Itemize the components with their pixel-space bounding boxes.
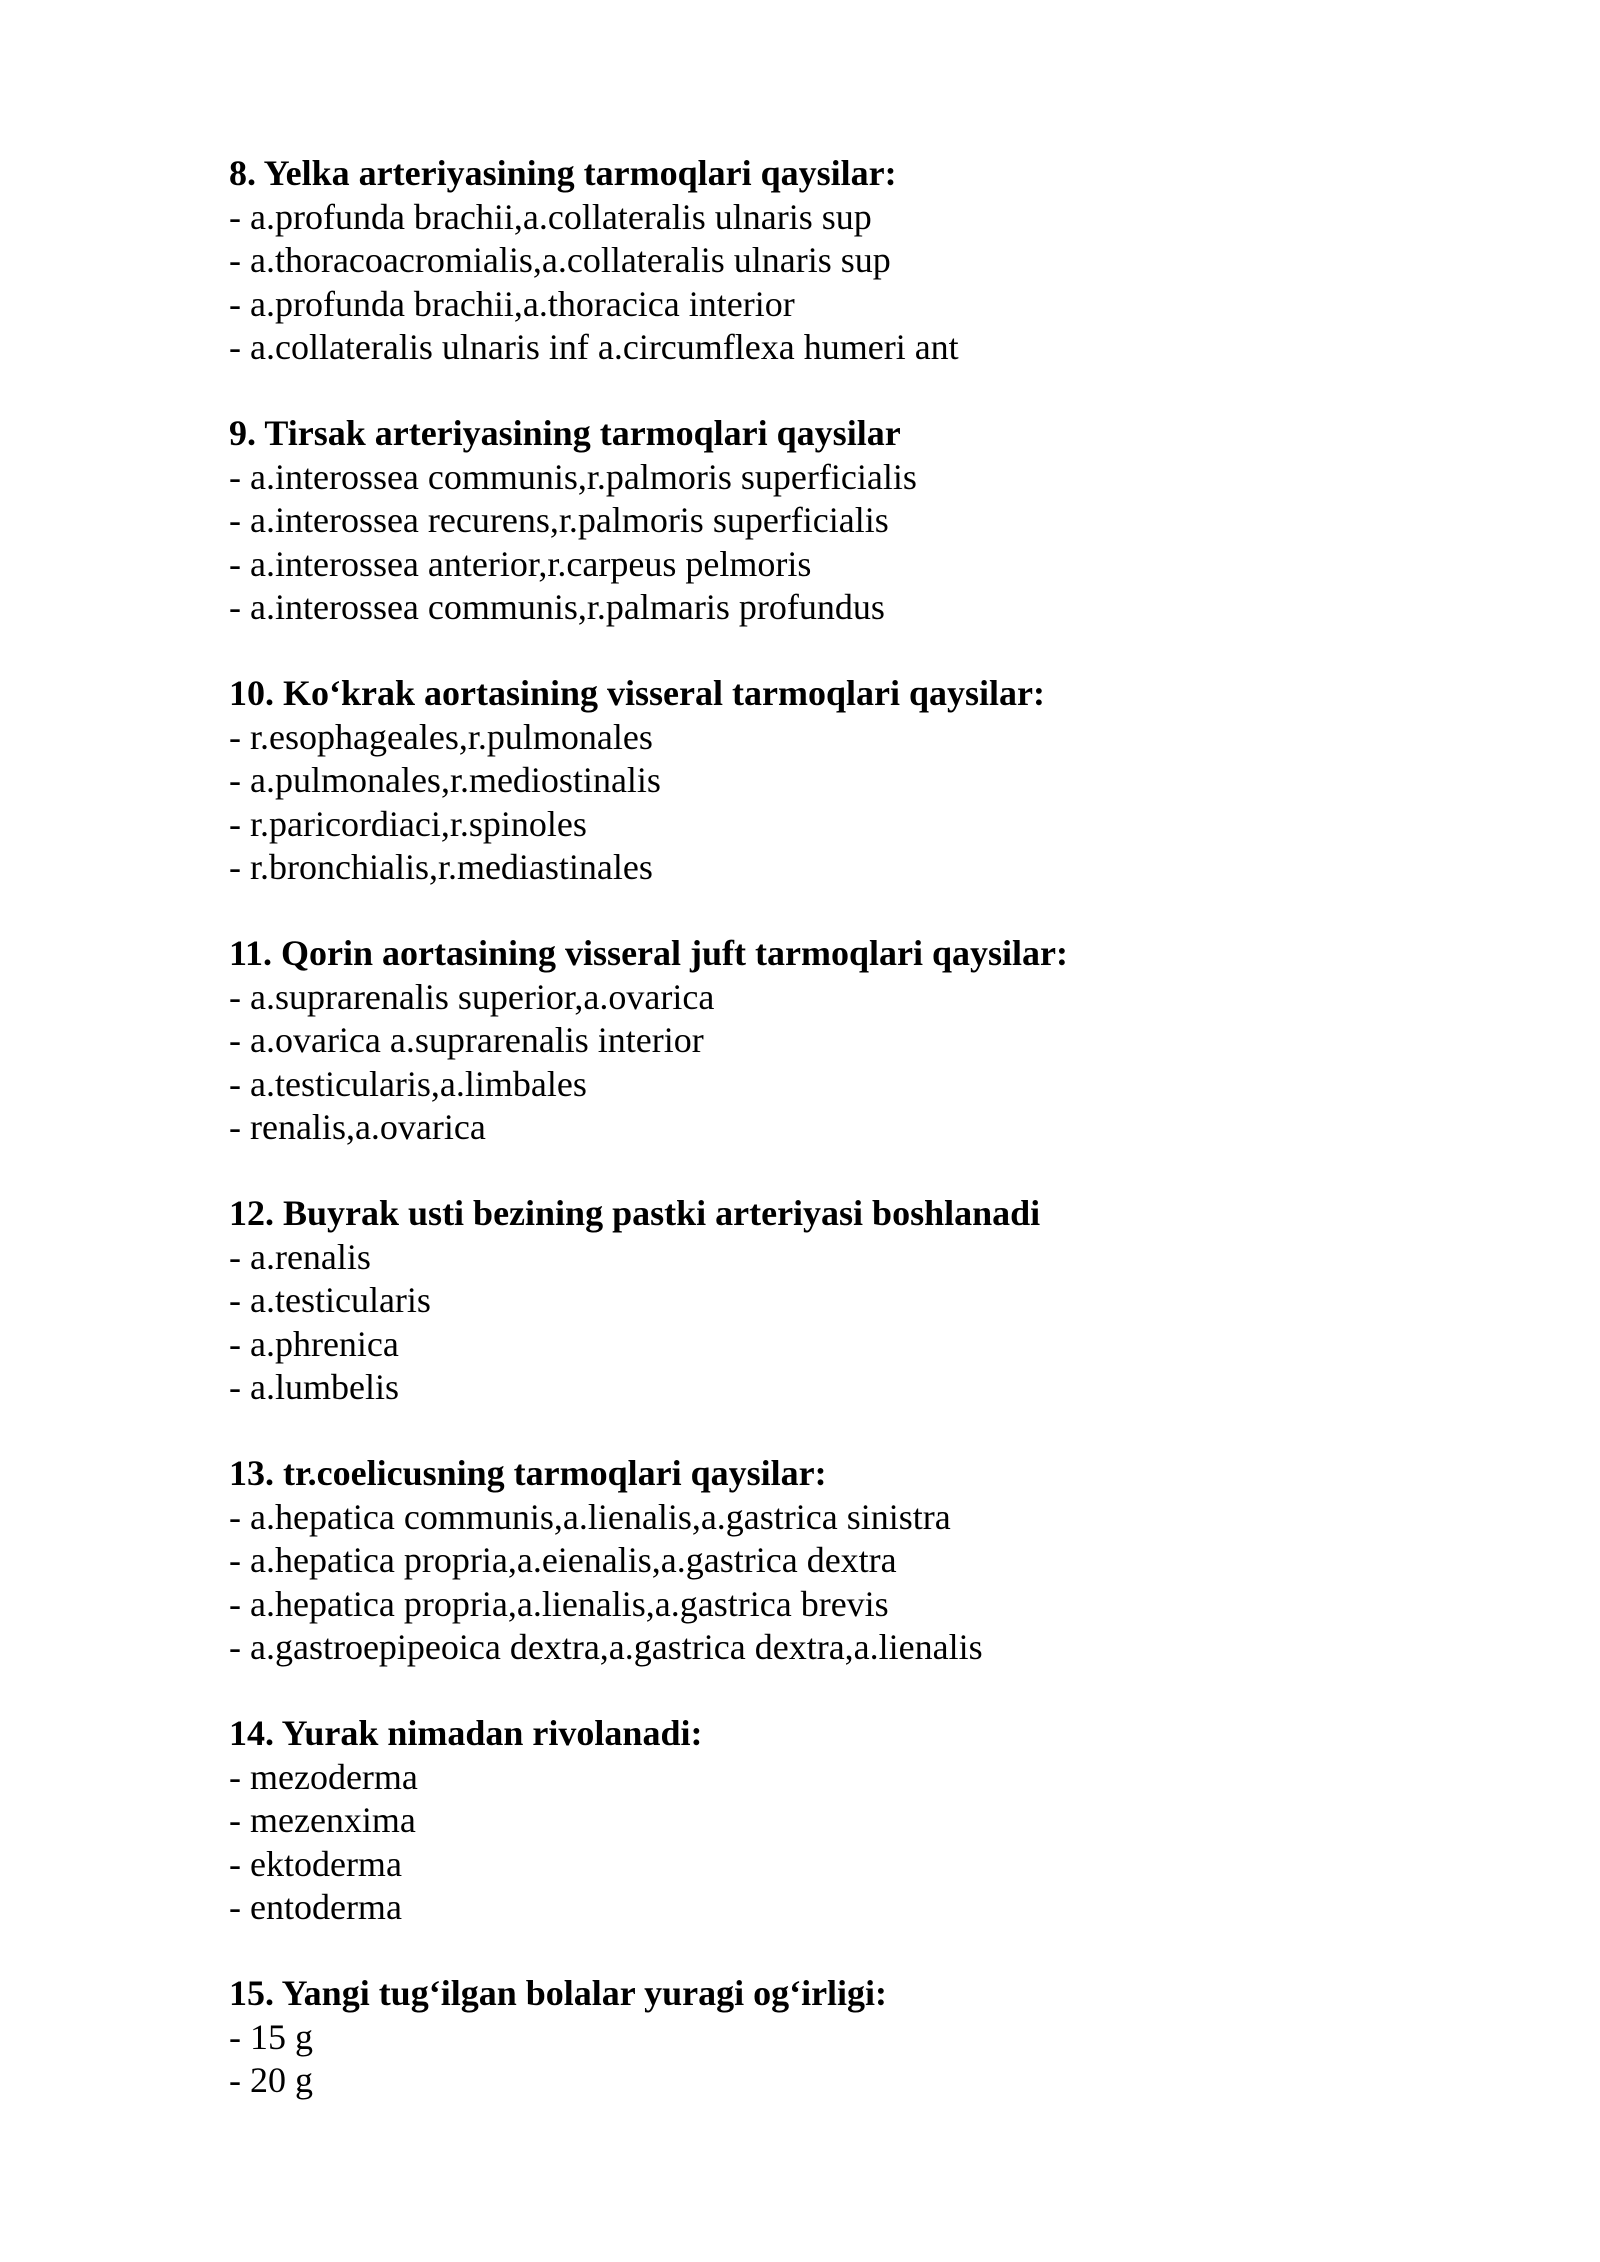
question-title: 8. Yelka arteriyasining tarmoqlari qaysilar:	[229, 153, 897, 193]
question-12	[229, 1192, 1409, 1410]
document-page	[229, 152, 1409, 2145]
answer-option: - a.pulmonales,r.mediostinalis	[229, 760, 661, 800]
answer-option: - r.esophageales,r.pulmonales	[229, 716, 653, 757]
answer-option: - a.hepatica communis,a.lienalis,a.gastrica sinistra	[229, 1496, 951, 1537]
question-15	[229, 1972, 1409, 2103]
answer-option: - a.ovarica a.suprarenalis interior	[229, 1020, 704, 1060]
answer-option: - mezoderma	[229, 1756, 418, 1797]
question-title: 12. Buyrak usti bezining pastki arteriyasi boshlanadi	[229, 1193, 1041, 1233]
answer-option: - a.renalis	[229, 1236, 371, 1277]
answer-option: - a.interossea recurens,r.palmoris superficialis	[229, 500, 889, 540]
question-8	[229, 152, 1409, 370]
question-11	[229, 932, 1409, 1150]
answer-option: - a.profunda brachii,a.thoracica interior	[229, 283, 795, 324]
answer-option: - a.suprarenalis superior,a.ovarica	[229, 976, 715, 1017]
answer-option: - a.testicularis	[229, 1280, 431, 1320]
question-title: 14. Yurak nimadan rivolanadi:	[229, 1713, 703, 1753]
answer-option: - a.lumbelis	[229, 1367, 399, 1407]
question-title: 11. Qorin aortasining visseral juft tarmoqlari qaysilar:	[229, 933, 1068, 973]
question-title: 9. Tirsak arteriyasining tarmoqlari qaysilar	[229, 413, 901, 453]
answer-option: - entoderma	[229, 1887, 402, 1927]
answer-option: - a.interossea anterior,r.carpeus pelmoris	[229, 543, 812, 584]
answer-option: - renalis,a.ovarica	[229, 1107, 486, 1147]
answer-option: - a.testicularis,a.limbales	[229, 1063, 587, 1104]
answer-option: - a.hepatica propria,a.lienalis,a.gastrica brevis	[229, 1583, 889, 1624]
answer-option: - ektoderma	[229, 1843, 402, 1884]
answer-option: - a.gastroepipeoica dextra,a.gastrica dextra,a.lienalis	[229, 1627, 983, 1667]
question-title: 13. tr.coelicusning tarmoqlari qaysilar:	[229, 1453, 827, 1493]
answer-option: - r.paricordiaci,r.spinoles	[229, 803, 587, 844]
answer-option: - a.thoracoacromialis,a.collateralis ulnaris sup	[229, 240, 891, 280]
answer-option: - a.phrenica	[229, 1323, 399, 1364]
answer-option: - a.interossea communis,r.palmaris profundus	[229, 587, 885, 627]
answer-option: - a.profunda brachii,a.collateralis ulnaris sup	[229, 196, 872, 237]
answer-option: - 20 g	[229, 2060, 313, 2100]
answer-option: - 15 g	[229, 2016, 313, 2057]
answer-option: - r.bronchialis,r.mediastinales	[229, 847, 653, 887]
answer-option: - mezenxima	[229, 1800, 416, 1840]
answer-option: - a.interossea communis,r.palmoris superficialis	[229, 456, 917, 497]
question-14	[229, 1712, 1409, 1930]
question-9	[229, 412, 1409, 630]
question-10	[229, 672, 1409, 890]
question-title: 15. Yangi tug‘ilgan bolalar yuragi og‘irligi:	[229, 1973, 888, 2013]
answer-option: - a.collateralis ulnaris inf a.circumflexa humeri ant	[229, 327, 959, 367]
question-13	[229, 1452, 1409, 1670]
answer-option: - a.hepatica propria,a.eienalis,a.gastrica dextra	[229, 1540, 897, 1580]
question-title: 10. Ko‘krak aortasining visseral tarmoqlari qaysilar:	[229, 673, 1045, 713]
